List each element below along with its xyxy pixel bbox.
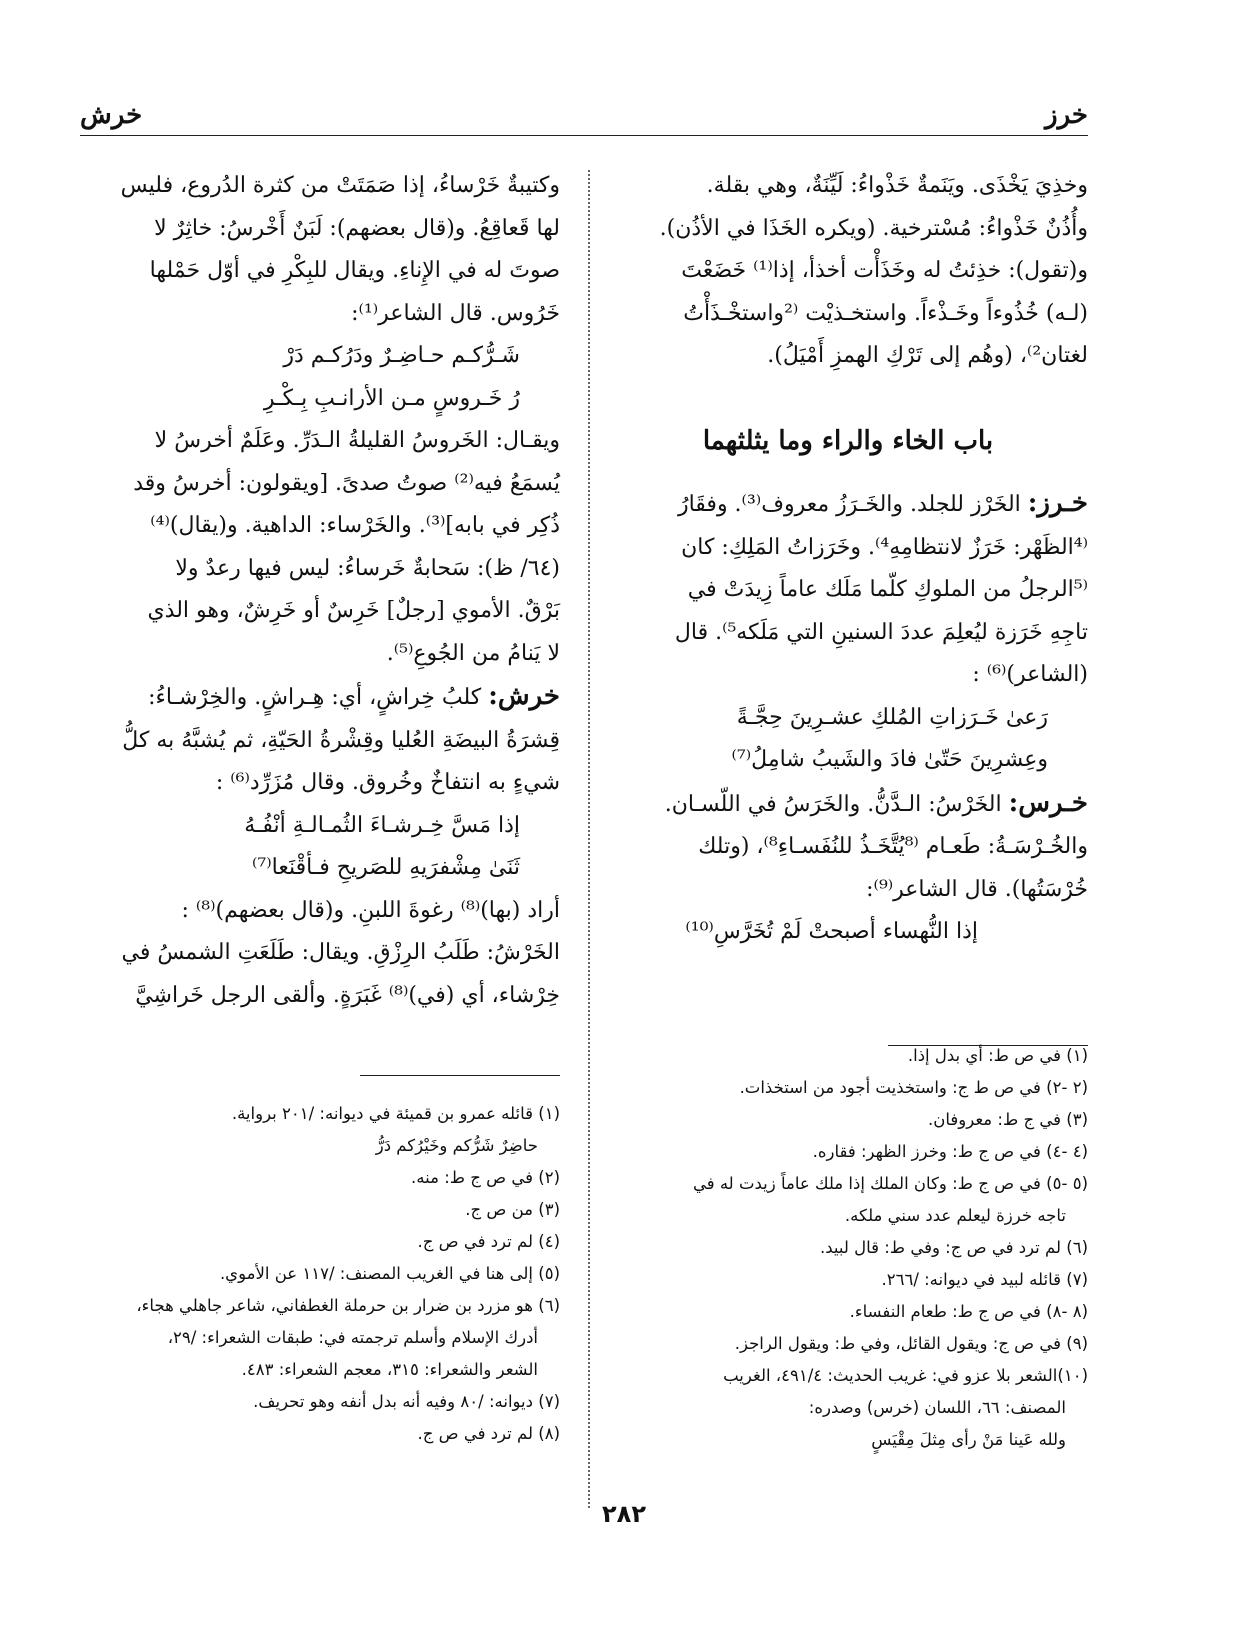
footnote: (٦) لم ترد في ص ج: وفي ط: قال لبيد. <box>819 1238 1088 1257</box>
footnote-continuation: المصنف: ٦٦، اللسان (خرس) وصدره: <box>808 1398 1066 1417</box>
text-line: والخُـرْسَـةُ: طَعـام ⁽⁸يُتَّخَـذُ للنُفَسـاءِ⁸⁾، (وتلك <box>698 834 1088 859</box>
entry-headword: خـرس: <box>1008 787 1088 818</box>
verse-line: إذا النُّهساء أصبحتْ لَمْ تُخَرَّسِ⁽¹⁰⁾ <box>685 919 978 944</box>
footnote: (٨) لم ترد في ص ج. <box>417 1424 560 1443</box>
footnote: (٢) في ص ج ط: منه. <box>411 1168 560 1187</box>
text-line: (٦٤/ ظ): سَحابةٌ خَرساءُ: ليس فيها رعدٌ ولا <box>175 555 560 581</box>
footnote: (١) في ص ط: أي بدل إذا. <box>907 1046 1088 1065</box>
text-line: ذُكِر في بابه]⁽³⁾. والخَرْساء: الداهية. و(يقال)⁽⁴⁾ <box>150 513 560 538</box>
verse-line: رُ خَـروسٍ مـن الأرانـبِ بِـكْـرِ <box>263 385 520 411</box>
text-line: تاجِهِ خَرَزة ليُعلِمَ عددَ السنينِ التي مَلَكه⁵⁾. قال <box>674 619 1088 645</box>
text-line: لغتان²⁾، (وهُم إلى تَرْكِ الهمزِ أَمْيَلُ). <box>767 343 1088 368</box>
text-line: الخَرْشُ: طَلَبُ الرِزْقِ. ويقال: طَلَعَتِ الشمسُ في <box>121 940 560 965</box>
footnote: (٩) في ص ج: ويقول القائل، وفي ط: ويقول الراجز. <box>734 1334 1088 1353</box>
verse-line: رَعىٰ خَـرَزاتِ المُلكِ عشـرِينَ حِجَّـةً <box>736 704 1048 730</box>
footnote-continuation: تاجه خرزة ليعلم عدد سني ملكه. <box>844 1206 1066 1225</box>
running-header-right: خرز <box>1045 100 1088 130</box>
footnotes-right <box>628 1040 1088 1456</box>
footnote: (٦) هو مزرد بن ضرار بن حرملة الغطفاني، شاعر جاهلي هجاء، <box>136 1296 560 1315</box>
verse-line: شَـرُّكـم حـاضِـرٌ ودَرُكـم دَرْ <box>283 343 520 368</box>
entry-headword: خرش: <box>488 681 560 711</box>
footnotes-left <box>90 1098 560 1450</box>
text-line: قِشرَةُ البيضَةِ العُليا وقِشْرةُ الحَيّةِ، ثم يُشبَّهُ به كلُّ <box>122 727 560 753</box>
text-line: ⁽⁴الظَهْر: خَرَزٌ لانتظامِهِ⁴⁾. وخَرَزاتُ المَلِكِ: كان <box>681 534 1088 560</box>
footnote-continuation: أدرك الإسلام وأسلم ترجمته في: طبقات الشعراء: /٢٩، <box>167 1328 538 1347</box>
footnote: (٧) قائله لبيد في ديوانه: /٢٦٦. <box>881 1270 1088 1289</box>
footnote: (٣) من ص ج. <box>465 1200 560 1219</box>
running-header-left: خرش <box>80 100 143 130</box>
entry-line <box>608 482 1088 527</box>
footnote: (٤) لم ترد في ص ج. <box>417 1232 560 1251</box>
text-line: أراد (بها)⁽⁸⁾ رغوةَ اللبنِ. و(قال بعضهم)⁽⁸⁾ : <box>181 897 560 923</box>
text-line: خَرُوس. قال الشاعر⁽¹⁾: <box>351 300 560 326</box>
entry-text: كلبُ خِراشٍ، أي: هِـراشٍ. والخِرْشـاءُ: <box>148 685 482 710</box>
section-title: باب الخاء والراء وما يثلثهما <box>702 425 994 456</box>
text-line: (الشاعر)⁽⁶⁾ : <box>972 662 1088 687</box>
right-column <box>608 165 1088 954</box>
footnote: (١٠)الشعر بلا عزو في: غريب الحديث: ٤٩١/٤، الغريب <box>723 1366 1088 1385</box>
text-line: وخذِيَ يَخْذَى. ويَنَمةٌ خَذْواءُ: لَيِّنَةٌ، وهي بقلة. <box>706 173 1088 198</box>
footnote-rule <box>360 1075 560 1076</box>
text-line: لا يَنامُ من الجُوعِ⁽⁵⁾. <box>386 640 560 666</box>
footnote: (٢ -٢) في ص ط ج: واستخذيت أجود من استخذات. <box>739 1078 1088 1097</box>
footnote: (٥) إلى هنا في الغريب المصنف: /١١٧ عن الأموي. <box>219 1264 560 1283</box>
footnote: (١) قائله عمرو بن قميئة في ديوانه: /٢٠١ برواية. <box>231 1104 560 1123</box>
footnote: (٤ -٤) في ص ج ط: وخرز الظهر: فقاره. <box>812 1142 1088 1161</box>
text-line: ويقـال: الخَروسُ القليلةُ الـدَرِّ. وعَلَمٌ أخرسُ لا <box>154 428 560 453</box>
footnote: (٣) في ج ط: معروفان. <box>928 1110 1088 1129</box>
entry-headword: خـرز: <box>1027 488 1088 518</box>
entry-line <box>80 675 560 720</box>
text-line: يُسمَعُ فيه⁽²⁾ صوتُ صدىً. [ويقولون: أخرسُ وقد <box>133 470 560 496</box>
footnote: (٥ -٥) في ص ج ط: وكان الملك إذا ملك عاماً زيدت له في <box>692 1174 1088 1193</box>
entry-line <box>608 782 1088 827</box>
text-line: لها قَعاقِعُ. و(قال بعضهم): لَبَنٌ أَخْرسُ: خاثِرٌ لا <box>154 215 560 241</box>
entry-text: الخَرْز للجلد. والخَـرَزُ معروف⁽³⁾. وفقَارُ <box>677 492 1021 517</box>
verse-line: ثَنَىٰ مِشْفرَيهِ للصَريحِ فـأقْنَعا⁽⁷⁾ <box>252 855 520 880</box>
footnote: (٨ -٨) في ص ج ط: طعام النفساء. <box>849 1302 1088 1321</box>
text-line: وأُذُنٌ خَذْواءُ: مُسْترخية. (ويكره الخَذَا في الأذُن). <box>659 215 1088 241</box>
text-line: بَرْقٌ. الأموي [رجلٌ] خَرِسٌ أو خَرِشٌ، وهو الذي <box>147 598 560 623</box>
text-line: وكتيبةٌ خَرْساءُ، إذا صَمَتَتْ من كثرة الدُروع، فليس <box>120 173 560 198</box>
footnote-verse: ولله عَينا مَنْ رأى مِثلَ مِقْيَسٍ <box>871 1430 1066 1449</box>
text-line: و(تقول): خذِئتُ له وخَذَأْت أخذأ، إذا⁽¹⁾ خَضَعْتَ <box>681 258 1088 283</box>
text-line: صوتَ له في الإِناءِ. ويقال للبِكْرِ في أوّل حَمْلها <box>149 258 560 283</box>
text-line: خُرْسَتُها). قال الشاعر⁽⁹⁾: <box>866 876 1088 902</box>
column-divider <box>588 170 590 1508</box>
header-rule <box>80 135 1088 136</box>
text-line: خِرْشاء، أي (في)⁽⁸⁾ غَبَرَةٍ. وألقى الرجل خَراشِيَّ <box>135 982 560 1008</box>
text-line: ⁽⁵الرجلُ من الملوكِ كلّما مَلَك عاماً زِيدَتْ في <box>687 577 1088 602</box>
footnote: (٧) ديوانه: /٨٠ وفيه أنه بدل أنفه وهو تحريف. <box>253 1392 560 1411</box>
verse-line: إذا مَسَّ خِـرشـاءَ الثُمـالـةِ أنْفُـهُ <box>244 812 520 838</box>
left-column <box>80 165 560 1017</box>
entry-text: الخَرْسُ: الـدَّنُّ. والخَرَسُ في اللّسـان. <box>664 791 1002 817</box>
text-line: شيءٍ به انتفاخٌ وخُروق. وقال مُزَرِّد⁽⁶⁾ : <box>215 770 560 795</box>
page-number: ٢٨٢ <box>602 1500 646 1528</box>
footnote-verse: حاضِرٌ شَرُّكم وخَيْرُكم دَرُّ <box>375 1136 538 1155</box>
text-line: (لـه) خُذُوءاً وخَـذْءاً. واستخـذيْت ⁽²واستخْـذَأْتُ <box>683 300 1088 326</box>
footnote-continuation: الشعر والشعراء: ٣١٥، معجم الشعراء: ٤٨٣. <box>241 1360 538 1379</box>
verse-line: وعِشرِينَ حَتّىٰ فادَ والشَيبُ شامِلُ⁽⁷⁾ <box>731 747 1048 772</box>
